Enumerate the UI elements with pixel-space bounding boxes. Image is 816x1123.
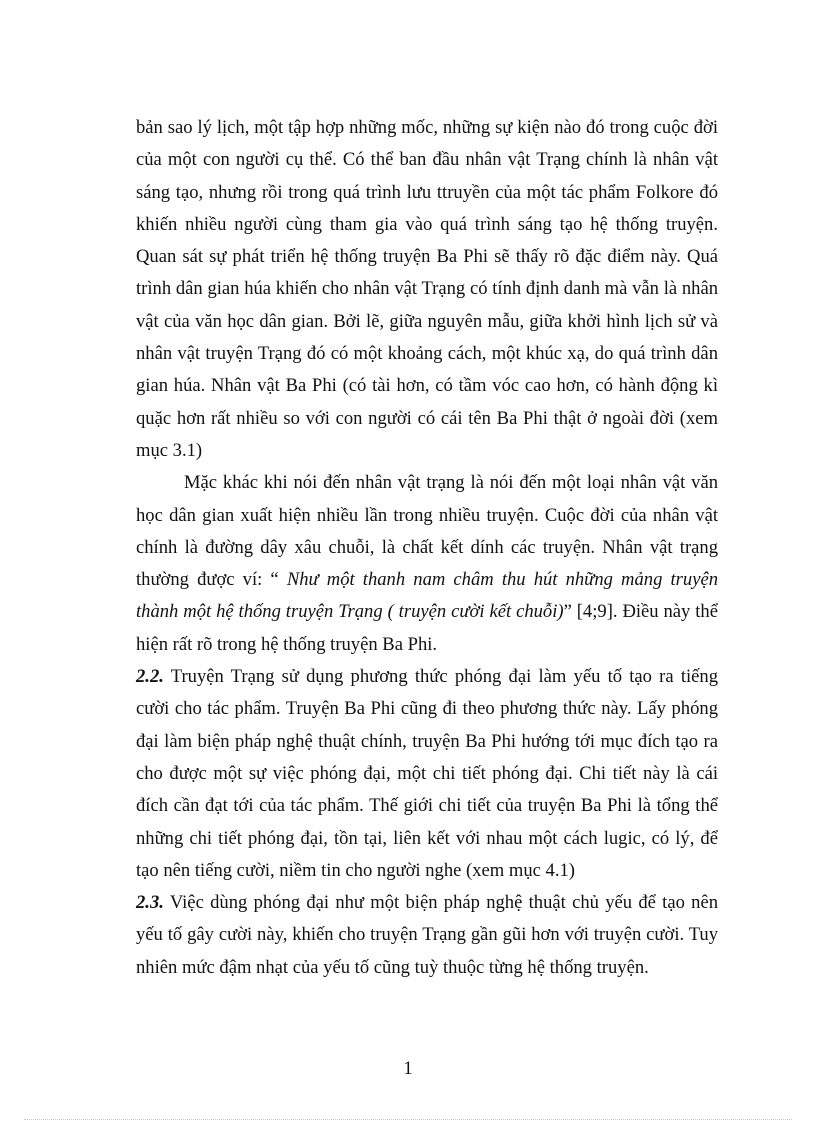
section-2-3: [136, 887, 718, 984]
paragraph-text: Mặc khác khi nói đến nhân vật trạng là nói đến một loại nhân vật văn học dân gian xuất hiện nhiều lần trong nhiều truyện. Cuộc đời của nhân vật chính là đường dây xâu chuỗi, là chất kết dính các truyện. Nhân vật trạng thường được ví: “: [136, 472, 718, 591]
section-text: Việc dùng phóng đại như một biện pháp nghệ thuật chủ yếu để tạo nên yếu tố gây cười này, khiến cho truyện Trạng gần gũi hơn với truyện cười. Tuy nhiên mức đậm nhạt của yếu tố cũng tuỳ thuộc từng hệ thống truyện.: [136, 892, 718, 978]
section-number: 2.3.: [136, 892, 164, 914]
section-2-2: [136, 661, 718, 887]
section-number: 2.2.: [136, 666, 164, 688]
paragraph-continuation: bản sao lý lịch, một tập hợp những mốc, những sự kiện nào đó trong cuộc đời của một con người cụ thể. Có thể ban đầu nhân vật Trạng chính là nhân vật sáng tạo, nhưng rồi trong quá trình lưu ttruyền của một tác phẩm Folkore đó khiến nhiều người cùng tham gia vào quá trình sáng tạo hệ thống truyện. Quan sát sự phát triển hệ thống truyện Ba Phi sẽ thấy rõ đặc điểm này. Quá trình dân gian húa khiến cho nhân vật Trạng có tính định danh mà vẫn là nhân vật của văn học dân gian. Bởi lẽ, giữa nguyên mẫu, giữa khởi hình lịch sử và nhân vật truyện Trạng đó có một khoảng cách, một khúc xạ, do quá trình dân gian húa. Nhân vật Ba Phi (có tài hơn, có tầm vóc cao hơn, có hành động kì quặc hơn rất nhiều so với con người có cái tên Ba Phi thật ở ngoài đời (xem mục 3.1): [136, 117, 718, 461]
page-number: 1: [403, 1058, 413, 1079]
page-bottom-divider: [24, 1119, 792, 1120]
paragraph-quote: [136, 467, 718, 661]
body-text: [136, 112, 718, 984]
paragraph-text: ” [4;9]. Điều này thể hiện rất rõ trong hệ thống truyện Ba Phi.: [136, 601, 718, 655]
section-text: Truyện Trạng sử dụng phương thức phóng đại làm yếu tố tạo ra tiếng cười cho tác phẩm. Truyện Ba Phi cũng đi theo phương thức này. Lấy phóng đại làm biện pháp nghệ thuật chính, truyện Ba Phi hướng tới mục đích tạo ra cho được một sự việc phóng đại, một chi tiết phóng đại. Chi tiết này là cái đích cần đạt tới của tác phẩm. Thế giới chi tiết của truyện Ba Phi là tổng thể những chi tiết phóng đại, tồn tại, liên kết với nhau một cách lugic, có lý, để tạo nên tiếng cười, niềm tin cho người nghe (xem mục 4.1): [136, 666, 718, 881]
italic-quote: Như một thanh nam châm thu hút những mảng truyện thành một hệ thống truyện Trạng ( truyện cười kết chuỗi): [136, 569, 718, 623]
